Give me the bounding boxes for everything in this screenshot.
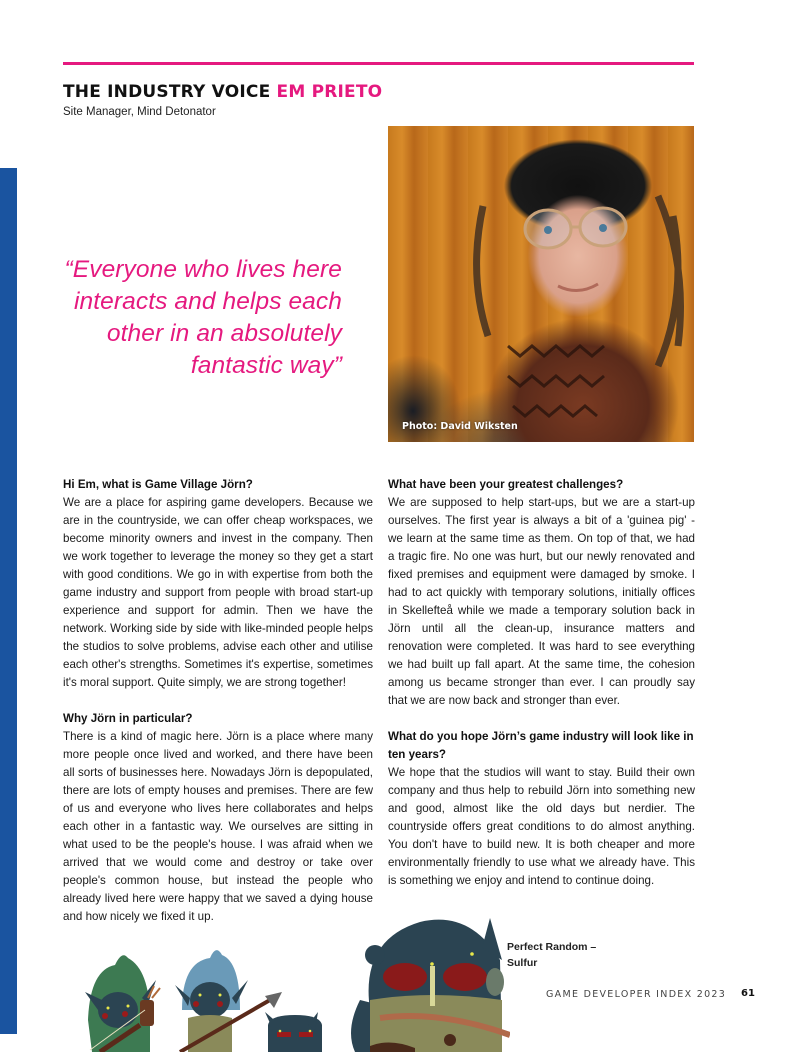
pull-quote: “Everyone who lives here interacts and helps each other in an absolutely fantastic way” — [64, 256, 342, 379]
interviewee-role: Site Manager, Mind Detonator — [63, 106, 216, 118]
side-accent-bar — [0, 168, 17, 1034]
title-prefix: THE INDUSTRY VOICE — [63, 82, 271, 102]
game-character-artwork — [70, 900, 510, 1052]
interview-answer: We hope that the studios will want to stay. Build their own company and thus help to rebuild Jörn into something new and good, almost like the old days but nerdier. The countryside offers great conditions to do almost anything. You don't have to build new. It is both cheaper and more environmentally friendly to use what we already have. This is something we enjoy and intend to continue doing. — [388, 766, 695, 887]
interview-question: Why Jörn in particular? — [63, 712, 193, 725]
interview-answer: We are supposed to help start-ups, but we are a start-up ourselves. The first year is always a bit of a 'guinea pig' - we learn at the same time as them. On top of that, we had a tragic fire. No one was hurt, but our newly renovated and fixed premises and equipment were damaged by smoke. I had to act quickly with temporary solutions, initially offices in Skellefteå while we made a temporary solution back in Jörn until all the clean-up, insurance matters and renovation were completed. It was hard to see everything we had built up fall apart. At the same time, the cohesion among us became stronger than ever. I can proudly say that we are now back and stronger than ever. — [388, 496, 695, 707]
goblin-spearman-icon — [175, 950, 282, 1052]
interview-answer: There is a kind of magic here. Jörn is a place where many more people once lived and worked, and there have been all sorts of businesses here. Nowadays Jörn is depopulated, there are lots of empty houses and premises. There are few of us and everyone who lives here collaborates and helps each other in a fantastic way. We ourselves are sitting in what used to be the people's house. I was afraid when we arrived that we would come and destroy or take over people's common house, but instead the people who already lived here were happy that we saved a dying house and how nicely we fixed it up. — [63, 730, 373, 923]
publication-name: GAME DEVELOPER INDEX 2023 — [546, 989, 727, 1000]
interview-question: Hi Em, what is Game Village Jörn? — [63, 478, 253, 491]
artwork-caption: Perfect Random – Sulfur — [507, 941, 597, 969]
goblin-small-icon — [265, 1012, 322, 1052]
portrait-photo — [388, 126, 694, 442]
page-title — [63, 82, 382, 102]
top-accent-rule — [63, 62, 694, 65]
portrait-illustration — [388, 126, 694, 442]
ogre-icon — [351, 918, 510, 1052]
page-number: 61 — [741, 988, 755, 999]
interview-question: What have been your greatest challenges? — [388, 478, 624, 491]
goblin-archer-icon — [85, 955, 160, 1052]
interview-column-left — [63, 476, 373, 944]
interview-answer: We are a place for aspiring game developers. Because we are in the countryside, we can offer cheap workspaces, we become minority owners and invest in the company. Then we work together to leverage the money so they get a start with good conditions. We go in with expertise from both the game industry and support from people with broad start-up experience and support for admin. Then we have the network. Working side by side with like-minded people helps the studios to solve problems, advise each other and utilise each other's strengths. Sometimes it's expertise, sometimes it's moral support. Quite simply, we are strong together! — [63, 496, 373, 689]
interview-column-right — [388, 476, 695, 908]
title-name: EM PRIETO — [276, 82, 383, 102]
interview-question: What do you hope Jörn’s game industry will look like in ten years? — [388, 730, 694, 761]
photo-credit: Photo: David Wiksten — [402, 421, 518, 432]
